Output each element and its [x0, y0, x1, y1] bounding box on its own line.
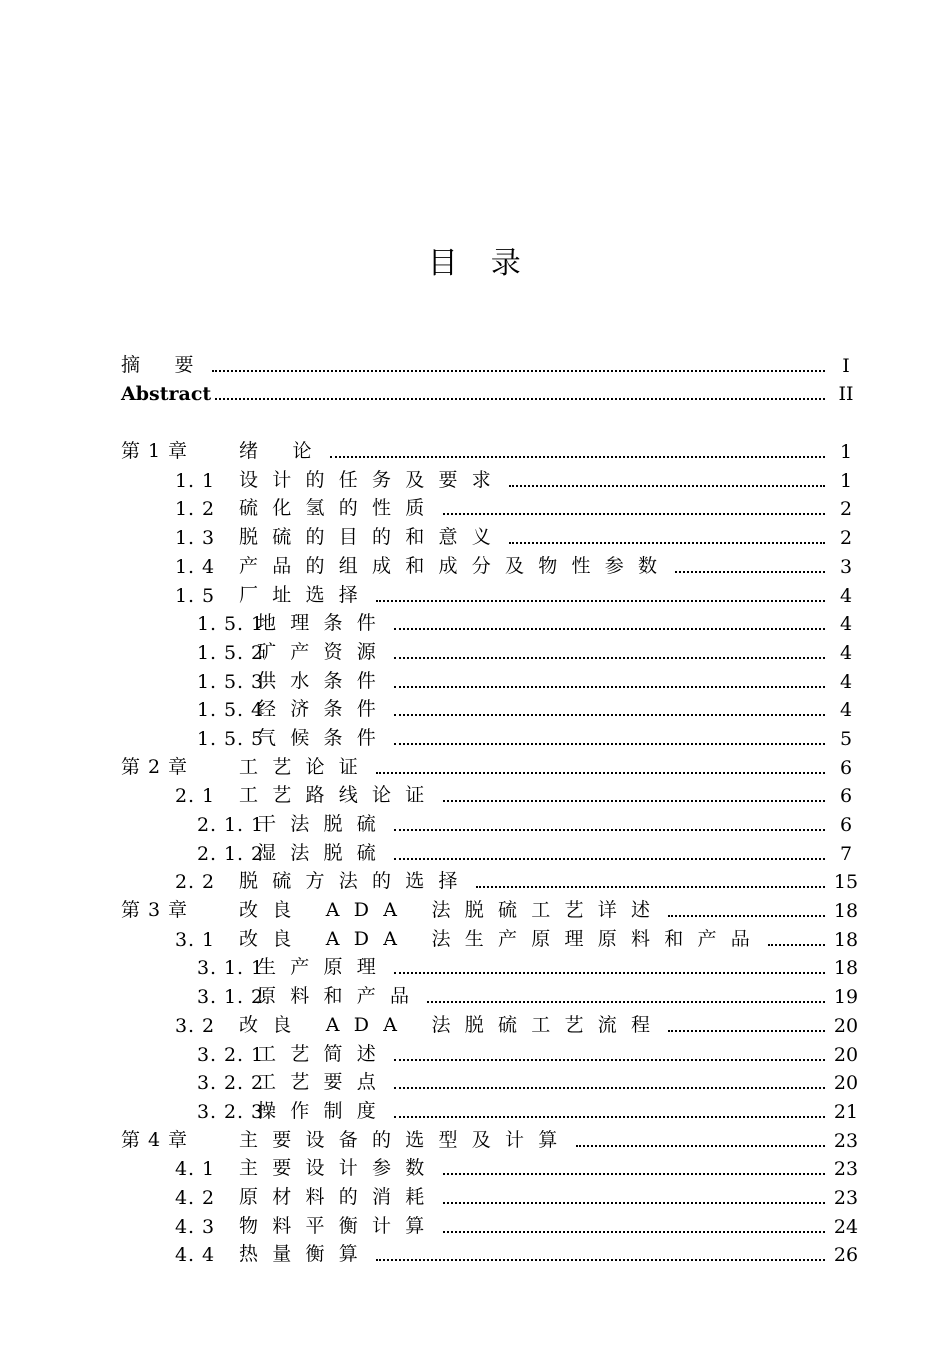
toc-entry-page: 23: [833, 1129, 859, 1152]
toc-entry[interactable]: [121, 607, 859, 636]
toc-entry-page: 4: [839, 699, 853, 722]
toc-entry[interactable]: [121, 1066, 859, 1095]
toc-entry[interactable]: [121, 1037, 859, 1066]
toc-entry-number: 1. 4: [175, 555, 216, 578]
toc-entry[interactable]: [121, 979, 859, 1008]
toc-entry-number: 1. 5. 3: [197, 670, 265, 693]
toc-entry[interactable]: [121, 578, 859, 607]
toc-entry-number: 2. 2: [175, 871, 216, 894]
toc-entry[interactable]: [121, 492, 859, 521]
toc-entry-label: 原材料的消耗: [239, 1185, 439, 1208]
page-title: 目 录: [427, 246, 523, 281]
toc-entry[interactable]: [121, 693, 859, 722]
toc-entry-label: 地理条件: [257, 612, 391, 635]
toc-entry[interactable]: [121, 951, 859, 980]
toc-entry-label: 生产原理: [257, 956, 391, 979]
toc-entry-number: 1. 5. 2: [197, 641, 265, 664]
toc-entry-label: 脱硫的目的和意义: [239, 526, 506, 549]
toc-dot-leader: [427, 1001, 825, 1003]
toc-entry-label: 操作制度: [257, 1099, 391, 1122]
toc-entry-number: 3. 1. 1: [197, 957, 265, 980]
toc-entry-page: 19: [833, 986, 859, 1009]
toc-dot-leader: [443, 1202, 825, 1204]
toc-entry-label: 工艺简述: [257, 1042, 391, 1065]
toc-entry[interactable]: [121, 807, 859, 836]
toc-entry-number: 第 1 章: [121, 440, 188, 463]
toc-dot-leader: [394, 743, 825, 745]
toc-entry[interactable]: [121, 1094, 859, 1123]
toc-entry-number: 4. 4: [175, 1244, 216, 1267]
toc-entry-label: 硫化氢的性质: [239, 497, 439, 520]
toc-entry[interactable]: [121, 836, 859, 865]
toc-entry-number: 4. 2: [175, 1186, 216, 1209]
toc-entry-page: 26: [833, 1244, 859, 1267]
toc-dot-leader: [576, 1145, 825, 1147]
toc-dot-leader: [394, 657, 825, 659]
toc-entry-page: 18: [833, 900, 859, 923]
toc-entry[interactable]: [121, 721, 859, 750]
toc-entry-page: 24: [833, 1215, 859, 1238]
toc-dot-leader: [394, 858, 825, 860]
toc-dot-leader: [394, 972, 825, 974]
toc-entry[interactable]: [121, 434, 859, 463]
toc-entry-label: 工艺路线论证: [239, 784, 439, 807]
toc-entry[interactable]: [121, 750, 859, 779]
toc-dot-leader: [443, 513, 825, 515]
toc-entry-page: II: [838, 383, 854, 406]
toc-entry-number: 1. 1: [175, 469, 216, 492]
toc-entry[interactable]: [121, 520, 859, 549]
toc-entry[interactable]: [121, 1152, 859, 1181]
toc-entry-page: 4: [839, 584, 853, 607]
toc-dot-leader: [443, 1231, 825, 1233]
toc-entry-label: 工艺论证: [239, 755, 373, 778]
toc-dot-leader: [768, 944, 825, 946]
toc-entry-number: 3. 2: [175, 1014, 216, 1037]
toc-dot-leader: [394, 628, 825, 630]
toc-entry-page: I: [842, 354, 850, 377]
toc-entry[interactable]: [121, 779, 859, 808]
toc-entry-page: 20: [833, 1014, 859, 1037]
toc-dot-leader: [376, 600, 825, 602]
toc-entry-label: 经济条件: [257, 698, 391, 721]
toc-entry[interactable]: [121, 1008, 859, 1037]
toc-dot-leader: [212, 370, 825, 372]
toc-dot-leader: [376, 772, 825, 774]
toc-entry-number: 3. 2. 1: [197, 1043, 265, 1066]
toc-dot-leader: [509, 485, 825, 487]
toc-entry-page: 4: [839, 670, 853, 693]
toc-dot-leader: [394, 1116, 825, 1118]
toc-entry-number: 2. 1: [175, 785, 216, 808]
toc-entry[interactable]: [121, 463, 859, 492]
toc-entry[interactable]: [121, 377, 859, 406]
toc-entry-label: 厂址选择: [239, 583, 373, 606]
toc-dot-leader: [394, 1087, 825, 1089]
toc-entry-number: 3. 1. 2: [197, 986, 265, 1009]
toc-entry-label: 气候条件: [257, 726, 391, 749]
toc-entry-page: 18: [833, 928, 859, 951]
toc-entry-number: 1. 5: [175, 584, 216, 607]
toc-entry-page: 20: [833, 1043, 859, 1066]
toc-dot-leader: [675, 571, 825, 573]
toc-entry-page: 4: [839, 613, 853, 636]
toc-entry-number: 第 3 章: [121, 899, 188, 922]
toc-entry-label: Abstract: [121, 383, 212, 406]
toc-entry-label: 热量衡算: [239, 1243, 373, 1266]
toc-entry-page: 1: [839, 441, 853, 464]
toc-entry-label: 主要设计参数: [239, 1157, 439, 1180]
toc-entry[interactable]: [121, 893, 859, 922]
toc-entry-label: 脱硫方法的选择: [239, 870, 472, 893]
toc-entry-page: 4: [839, 641, 853, 664]
toc-entry-page: 18: [833, 957, 859, 980]
toc-entry-label: 供水条件: [257, 669, 391, 692]
toc-entry[interactable]: [121, 348, 859, 377]
toc-entry-page: 2: [839, 527, 853, 550]
toc-entry-number: 1. 2: [175, 498, 216, 521]
toc-dot-leader: [215, 398, 825, 400]
toc-dot-leader: [476, 886, 825, 888]
toc-entry-number: 第 4 章: [121, 1128, 188, 1151]
toc-dot-leader: [509, 542, 825, 544]
toc-entry-page: 23: [833, 1158, 859, 1181]
toc-entry-page: 6: [839, 756, 853, 779]
toc-entry-page: 7: [839, 842, 853, 865]
toc-entry-page: 6: [839, 814, 853, 836]
toc-entry-number: 1. 5. 5: [197, 727, 265, 750]
toc-entry-label: 湿法脱硫: [257, 841, 391, 864]
toc-entry-number: 4. 3: [175, 1215, 216, 1238]
toc-dot-leader: [668, 915, 825, 917]
toc-dot-leader: [394, 1059, 825, 1061]
toc-entry[interactable]: [121, 635, 859, 664]
toc-entry-label: 摘 要: [121, 353, 208, 376]
toc-entry-label: 主要设备的选型及计算: [239, 1128, 572, 1151]
toc-entry-number: 3. 2. 2: [197, 1072, 265, 1095]
toc-entry[interactable]: [121, 1123, 859, 1152]
toc-entry-page: 21: [833, 1100, 859, 1123]
toc-entry-label: 矿产资源: [257, 640, 391, 663]
toc-dot-leader: [330, 456, 825, 458]
toc-entry-label: 改良 ADA 法生产原理原料和产品: [239, 927, 765, 950]
toc-entry-page: 3: [839, 555, 853, 578]
toc-entry[interactable]: [121, 549, 859, 578]
toc-entry-label: 物料平衡计算: [239, 1214, 439, 1237]
toc-dot-leader: [394, 714, 825, 716]
toc-dot-leader: [668, 1030, 825, 1032]
toc-entry-number: 2. 1. 1: [197, 814, 265, 836]
toc-entry-page: 6: [839, 785, 853, 808]
toc-entry-number: 第 2 章: [121, 755, 188, 778]
toc-entry-label: 绪 论: [239, 440, 326, 463]
toc-entry-page: 20: [833, 1072, 859, 1095]
toc-entry[interactable]: [121, 1209, 859, 1238]
toc-entry[interactable]: [121, 664, 859, 693]
toc-entry-label: 干法脱硫: [257, 813, 391, 835]
toc-dot-leader: [443, 1173, 825, 1175]
toc-entry-number: 3. 1: [175, 928, 216, 951]
toc-entry-label: 设计的任务及要求: [239, 468, 506, 491]
toc-entry-page: 23: [833, 1186, 859, 1209]
toc-entry-page: 15: [833, 871, 859, 894]
toc-dot-leader: [394, 686, 825, 688]
toc-entry-page: 2: [839, 498, 853, 521]
toc-entry-number: 1. 5. 1: [197, 613, 265, 636]
toc-entry-label: 原料和产品: [257, 985, 424, 1008]
toc-entry-page: 1: [839, 469, 853, 492]
toc-entry[interactable]: [121, 1238, 859, 1267]
toc-entry-number: 1. 3: [175, 527, 216, 550]
toc-dot-leader: [376, 1259, 825, 1261]
toc-dot-leader: [394, 829, 825, 831]
toc-entry-number: 1. 5. 4: [197, 699, 265, 722]
toc-entry-number: 3. 2. 3: [197, 1100, 265, 1123]
toc-entry[interactable]: [121, 865, 859, 894]
toc-dot-leader: [443, 800, 825, 802]
toc-entry-number: 4. 1: [175, 1158, 216, 1181]
toc-entry-label: 改良 ADA 法脱硫工艺详述: [239, 899, 665, 922]
toc-entry[interactable]: [121, 1180, 859, 1209]
table-of-contents: [121, 348, 859, 1266]
toc-entry-page: 5: [839, 727, 853, 750]
toc-entry-label: 改良 ADA 法脱硫工艺流程: [239, 1013, 665, 1036]
toc-entry-number: 2. 1. 2: [197, 842, 265, 865]
toc-entry-label: 工艺要点: [257, 1071, 391, 1094]
toc-entry[interactable]: [121, 922, 859, 951]
toc-entry-label: 产品的组成和成分及物性参数: [239, 554, 672, 577]
